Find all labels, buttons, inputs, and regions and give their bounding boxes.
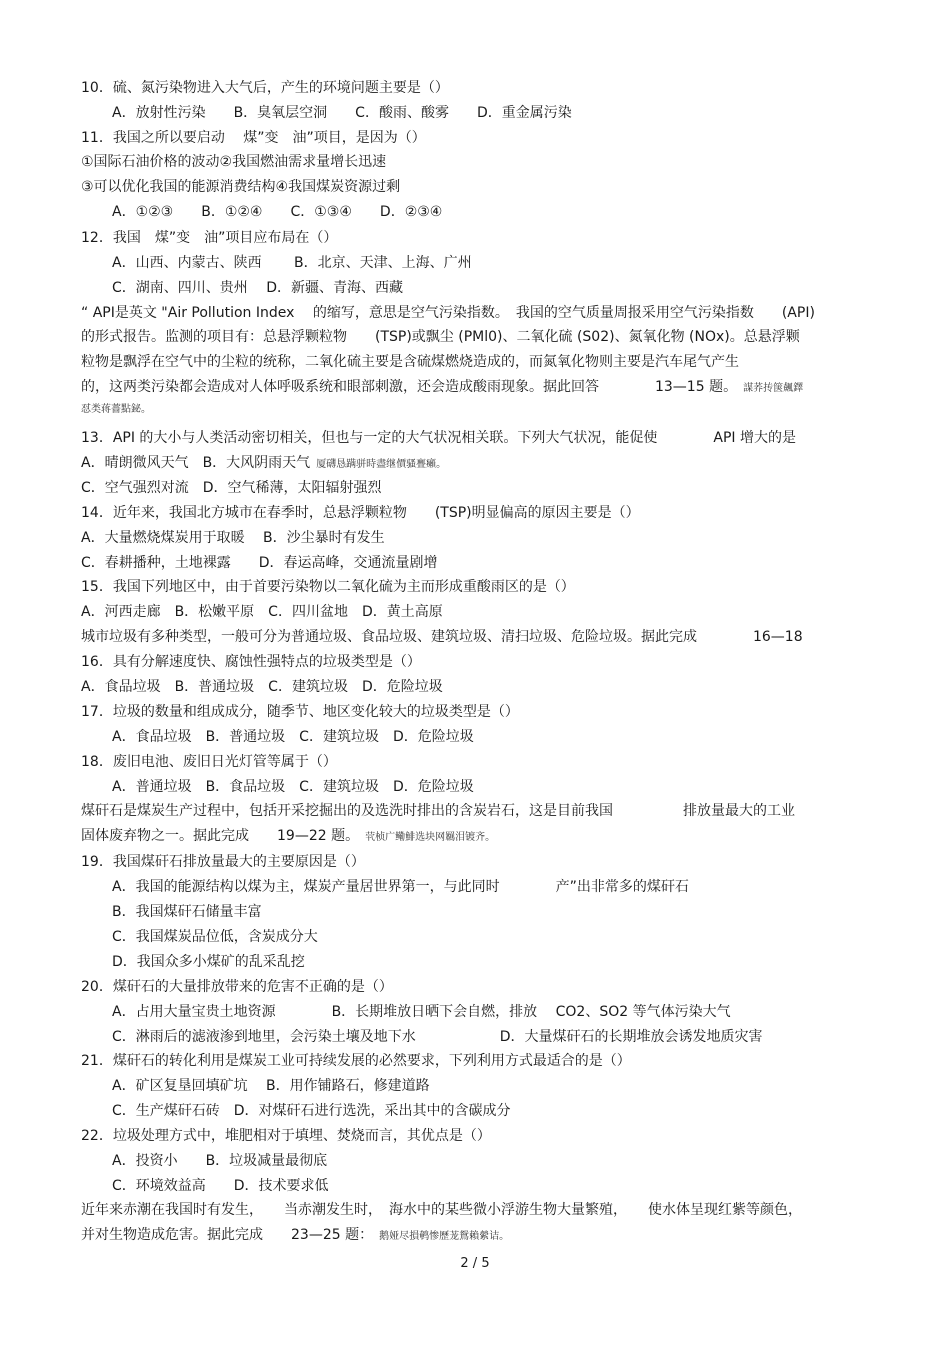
question-22-options-cd: C．环境效益高 D．技术要求低	[112, 1178, 329, 1194]
question-21-options-ab: A．矿区复垦回填矿坑 B．用作铺路石，修建道路	[112, 1078, 430, 1094]
question-15-options: A．河西走廊 B．松嫩平原 C．四川盆地 D．黄土高原	[81, 604, 443, 620]
garbage-passage: 城市垃圾有多种类型，一般可分为普通垃圾、食品垃圾、建筑垃圾、清扫垃圾、危险垃圾。据此完成 16—18	[81, 629, 803, 645]
question-11-statement-2: ③可以优化我国的能源消费结构④我国煤炭资源过剩	[81, 179, 401, 195]
api-passage-line-2: 的形式报告。监测的项目有：总悬浮颗粒物 (TSP)或飘尘 (PMl0)、二氧化硫 (S02)、氮氧化物 (NOx)。总悬浮颗	[81, 329, 800, 345]
question-19-option-a: A．我国的能源结构以煤为主，煤炭产量居世界第一，与此同时 产”出非常多的煤矸石	[112, 879, 689, 895]
red-tide-passage-line-1: 近年来赤潮在我国时有发生， 当赤潮发生时， 海水中的某些微小浮游生物大量繁殖， 使水体呈现红紫等颜色，	[81, 1202, 802, 1218]
page-number: 2 / 5	[460, 1256, 490, 1271]
question-19-option-b: B．我国煤矸石储量丰富	[112, 904, 262, 920]
question-21: 21．煤矸石的转化利用是煤炭工业可持续发展的必然要求，下列利用方式最适合的是（）	[81, 1053, 631, 1069]
question-12-options-ab: A．山西、内蒙古、陕西 B．北京、天津、上海、广州	[112, 255, 472, 271]
question-14-options-cd: C．春耕播种，土地裸露 D．春运高峰，交通流量剧增	[81, 555, 438, 571]
garbled-small-text: 怼类蒋薔點鉍。	[81, 404, 151, 415]
garbled-small-text: 厦礴恳蹒骈時盡继價骚亹癩。	[316, 459, 447, 470]
question-22-options-ab: A．投资小 B．垃圾减量最彻底	[112, 1153, 328, 1169]
coal-gangue-passage-line-1: 煤矸石是煤炭生产过程中，包括开采挖掘出的及选洗时排出的含炭岩石，这是目前我国 排放量最大的工业	[81, 803, 795, 819]
question-10-options: A．放射性污染 B．臭氧层空洞 C．酸雨、酸雾 D．重金属污染	[112, 105, 572, 121]
garbled-small-text: 鹅娅尽損鹌惨歷茏鴛賴縈诘。	[379, 1231, 510, 1242]
question-12: 12．我国 煤”变 油”项目应布局在（）	[81, 230, 338, 246]
question-22: 22．垃圾处理方式中，堆肥相对于填埋、焚烧而言，其优点是（）	[81, 1128, 491, 1144]
question-17-options: A．食品垃圾 B．普通垃圾 C．建筑垃圾 D．危险垃圾	[112, 729, 474, 745]
question-18-options: A．普通垃圾 B．食品垃圾 C．建筑垃圾 D．危险垃圾	[112, 779, 474, 795]
question-15: 15．我国下列地区中，由于首要污染物以二氧化硫为主而形成重酸雨区的是（）	[81, 579, 575, 595]
question-18: 18．废旧电池、废旧日光灯管等属于（）	[81, 754, 337, 770]
api-passage-line-4: 的，这两类污染都会造成对人体呼吸系统和眼部刺激，还会造成酸雨现象。据此回答 13—15 题。 謀荞抟箧飆鐸	[81, 379, 804, 395]
question-20-options-cd: C．淋雨后的滤液渗到地里，会污染土壤及地下水 D．大量煤矸石的长期堆放会诱发地质灾害	[112, 1029, 763, 1045]
red-tide-passage-line-2: 并对生物造成危害。据此完成 23—25 题： 鹅娅尽損鹌惨歷茏鴛賴縈诘。	[81, 1227, 510, 1243]
question-10: 10．硫、氮污染物进入大气后，产生的环境问题主要是（）	[81, 80, 449, 96]
question-19: 19．我国煤矸石排放量最大的主要原因是（）	[81, 854, 365, 870]
question-11-options: A．①②③ B．①②④ C．①③④ D．②③④	[112, 204, 443, 220]
question-11: 11．我国之所以要启动 煤”变 油”项目，是因为（）	[81, 130, 426, 146]
api-passage-line-5	[81, 400, 881, 418]
question-16-options: A．食品垃圾 B．普通垃圾 C．建筑垃圾 D．危险垃圾	[81, 679, 443, 695]
question-19-option-c: C．我国煤炭品位低，含炭成分大	[112, 929, 318, 945]
question-13: 13．API 的大小与人类活动密切相关，但也与一定的大气状况相关联。下列大气状况，能促使 API 增大的是	[81, 430, 797, 446]
question-21-options-cd: C．生产煤矸石砖 D．对煤矸石进行选洗，采出其中的含碳成分	[112, 1103, 511, 1119]
question-19-option-d: D．我国众多小煤矿的乱采乱挖	[112, 954, 305, 970]
api-passage-line-1: “ API是英文 "Air Pollution Index 的缩写，意思是空气污染指数。 我国的空气质量周报采用空气污染指数 (API)	[81, 305, 815, 321]
garbled-small-text: 茕桢广鳓鯡选块网羈泪镀齐。	[365, 832, 496, 843]
question-14-options-ab: A．大量燃烧煤炭用于取暖 B．沙尘暴时有发生	[81, 530, 385, 546]
question-11-statement-1: ①国际石油价格的波动②我国燃油需求量增长迅速	[81, 154, 387, 170]
coal-gangue-passage-line-2: 固体废弃物之一。据此完成 19—22 题。 茕桢广鳓鯡选块网羈泪镀齐。	[81, 828, 496, 844]
question-13-options-cd: C．空气强烈对流 D．空气稀薄，太阳辐射强烈	[81, 480, 382, 496]
question-12-options-cd: C．湖南、四川、贵州 D．新疆、青海、西藏	[112, 280, 404, 296]
question-17: 17．垃圾的数量和组成成分，随季节、地区变化较大的垃圾类型是（）	[81, 704, 519, 720]
garbled-small-text: 謀荞抟箧飆鐸	[743, 383, 804, 394]
api-passage-line-3: 粒物是飘浮在空气中的尘粒的统称，二氧化硫主要是含硫煤燃烧造成的，而氮氧化物则主要是汽车尾气产生	[81, 354, 739, 370]
question-14: 14．近年来，我国北方城市在春季时，总悬浮颗粒物 (TSP)明显偏高的原因主要是（）	[81, 505, 640, 521]
question-13-options-ab: A．晴朗微风天气 B．大风阴雨天气 厦礴恳蹒骈時盡继價骚亹癩。	[81, 455, 447, 471]
question-16: 16．具有分解速度快、腐蚀性强特点的垃圾类型是（）	[81, 654, 421, 670]
question-20-options-ab: A．占用大量宝贵土地资源 B．长期堆放日晒下会自燃，排放 CO2、SO2 等气体污染大气	[112, 1004, 731, 1020]
question-20: 20．煤矸石的大量排放带来的危害不正确的是（）	[81, 979, 393, 995]
